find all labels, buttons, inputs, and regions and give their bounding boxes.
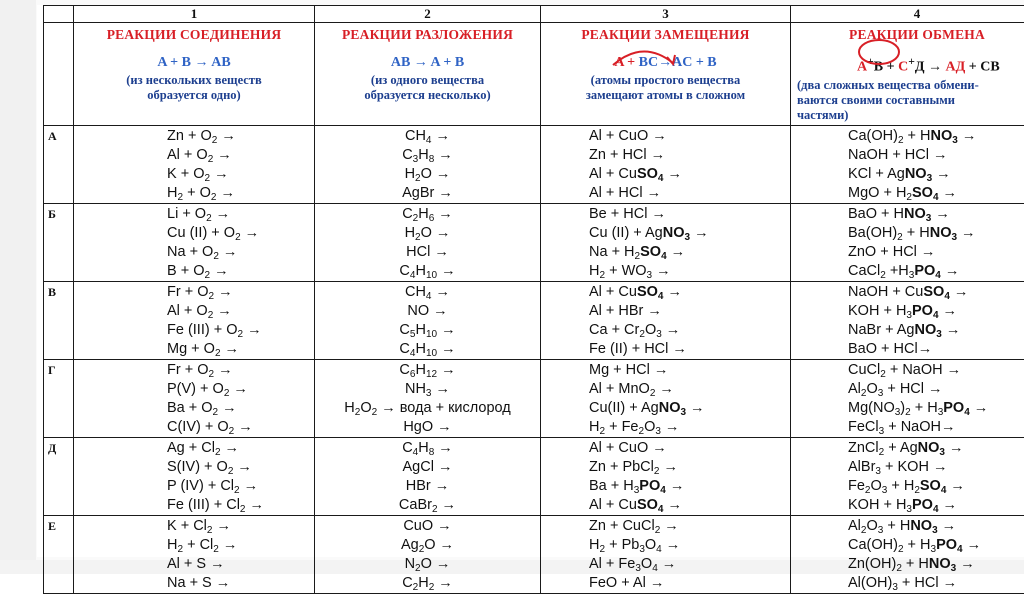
reaction-equation: $Al_2O_3$ + HCl → (848, 380, 1024, 399)
reaction-equation: Al + CuSO$_4$ → (589, 496, 790, 515)
header-substitution (541, 23, 791, 126)
reaction-equation: CaBr$_2$ → (315, 496, 540, 515)
reaction-equation: $N_2O$ → (315, 555, 540, 574)
reaction-equation: Al + HBr → (589, 302, 790, 321)
reaction-cell (74, 282, 315, 360)
reaction-cell (791, 438, 1024, 516)
header-decomposition (315, 23, 541, 126)
reaction-equation: CuO → (315, 517, 540, 536)
header-title: РЕАКЦИИ СОЕДИНЕНИЯ (74, 27, 314, 43)
reaction-equation: $C_4H_8$ → (315, 439, 540, 458)
reaction-cell (791, 204, 1024, 282)
reaction-equation: $B + O_2$ → (167, 262, 314, 281)
corner-cell (44, 6, 74, 23)
reaction-equation: $Ba(OH)_2 + HNO_3$ → (848, 224, 1024, 243)
reaction-equation: FeCl$_3$ + NaOH→ (848, 418, 1024, 437)
reaction-cell (541, 282, 791, 360)
reaction-equation: NaOH + CuSO$_4$ → (848, 283, 1024, 302)
reaction-equation: $Fr + O_2$ → (167, 361, 314, 380)
reaction-cell (74, 204, 315, 282)
reaction-cell (315, 126, 541, 204)
reaction-row (44, 438, 1024, 516)
reaction-cell (74, 360, 315, 438)
reaction-equation: $Ca + Cr_2O_3$ → (589, 321, 790, 340)
reaction-equation: $K + Cl_2$ → (167, 517, 314, 536)
reaction-equation: $Fr + O_2$ → (167, 283, 314, 302)
reaction-row (44, 282, 1024, 360)
reaction-equation: KOH + $H_3PO_4$ → (848, 302, 1024, 321)
reaction-equation: Fe $(III) + Cl_2$ → (167, 496, 314, 515)
reaction-equation: $Zn + O_2$ → (167, 127, 314, 146)
reaction-equation: Zn + PbCl$_2$ → (589, 458, 790, 477)
reaction-equation: $S(IV) + O_2$ → (167, 458, 314, 477)
reaction-equation: Cu $(II) + O_2$ → (167, 224, 314, 243)
reaction-row (44, 360, 1024, 438)
exchange-swap-ellipse (857, 37, 901, 67)
reaction-equation: HCl → (315, 243, 540, 262)
reaction-cell (791, 282, 1024, 360)
reaction-equation: $Ba + H_3PO_4$ → (589, 477, 790, 496)
reaction-equation: Al + HCl → (589, 184, 790, 203)
header-row (44, 23, 1024, 126)
reaction-equation: ZnCl$_2$ + AgNO$_3$ → (848, 439, 1024, 458)
reaction-equation: $C_4H_{10}$ → (315, 262, 540, 281)
reaction-equation: Cu(II) + AgNO$_3$ → (589, 399, 790, 418)
reaction-cell (315, 516, 541, 594)
row-letter: А (44, 126, 74, 204)
reaction-equation: Al + S → (167, 555, 314, 574)
reaction-equation: $C_5H_{10}$ → (315, 321, 540, 340)
reaction-cell (541, 438, 791, 516)
reaction-equation: Cu (II) + AgNO$_3$ → (589, 224, 790, 243)
reaction-equation: $Mg + O_2$ → (167, 340, 314, 359)
reaction-equation: Zn + CuCl$_2$ → (589, 517, 790, 536)
reaction-cell (74, 126, 315, 204)
reaction-equation: $P(V) + O_2$ → (167, 380, 314, 399)
reaction-equation: P $(IV) + Cl_2$ → (167, 477, 314, 496)
header-description: (атомы простого вещества замещают атомы в сложном (541, 73, 790, 103)
reaction-equation: BaO + $HNO_3$ → (848, 205, 1024, 224)
reaction-equation: $Zn(OH)_2 + HNO_3$ → (848, 555, 1024, 574)
reaction-equation: $C_6H_{12}$ → (315, 361, 540, 380)
reaction-equation: CuCl$_2$ + NaOH → (848, 361, 1024, 380)
column-number-row (44, 6, 1024, 23)
row-letter: Б (44, 204, 74, 282)
reaction-cell (74, 438, 315, 516)
reaction-equation: $C_2H_2$ → (315, 574, 540, 593)
reaction-equation: $C_3H_8$ → (315, 146, 540, 165)
header-description: (два сложных вещества обмени- ваются своими составными частями) (791, 78, 1024, 123)
reaction-equation: Al + CuO → (589, 439, 790, 458)
reaction-cell (315, 282, 541, 360)
reaction-equation: $Fe_2O_3 + H_2SO_4$ → (848, 477, 1024, 496)
reaction-equation: Al + MnO$_2$ → (589, 380, 790, 399)
column-number: 4 (791, 6, 1024, 23)
reactions-table (43, 5, 1024, 594)
column-number: 3 (541, 6, 791, 23)
reaction-equation: $C(IV) + O_2$ → (167, 418, 314, 437)
reaction-equation: $H_2 + Fe_2O_3$ → (589, 418, 790, 437)
reaction-equation: $Ag_2O$ → (315, 536, 540, 555)
reaction-equation: $Ca(OH)_2 + H_3PO_4$ → (848, 536, 1024, 555)
reaction-equation: HgO → (315, 418, 540, 437)
header-description: (из нескольких веществ образуется одно) (74, 73, 314, 103)
header-title: РЕАКЦИИ ОБМЕНА (791, 27, 1024, 43)
reaction-equation: ZnO + HCl → (848, 243, 1024, 262)
reaction-equation: AlBr$_3$ + KOH → (848, 458, 1024, 477)
reaction-row (44, 516, 1024, 594)
reaction-equation: $Na + O_2$ → (167, 243, 314, 262)
reaction-cell (541, 360, 791, 438)
reaction-cell (315, 204, 541, 282)
row-letter: Д (44, 438, 74, 516)
reaction-cell (315, 438, 541, 516)
reaction-equation: $H_2O$ → (315, 165, 540, 184)
row-letter: Г (44, 360, 74, 438)
reaction-equation: $K + O_2$ → (167, 165, 314, 184)
header-formula: A+B + C+Д → AД + CB (791, 55, 1024, 76)
header-corner-cell (44, 23, 74, 126)
reaction-equation: NaOH + HCl → (848, 146, 1024, 165)
header-formula: A + B → AB (74, 55, 314, 71)
reaction-equation: Zn + HCl → (589, 146, 790, 165)
header-combination (74, 23, 315, 126)
left-margin (0, 0, 36, 574)
reaction-equation: $H_2O_2$ → вода + кислород (315, 399, 540, 418)
reaction-equation: Fe $(III) + O_2$ → (167, 321, 314, 340)
reaction-equation: $Al_2O_3 + HNO_3$ → (848, 517, 1024, 536)
reaction-equation: CaCl$_2$ $+H_3PO_4$ → (848, 262, 1024, 281)
reaction-equation: $Al + O_2$ → (167, 146, 314, 165)
reaction-cell (541, 204, 791, 282)
reaction-equation: $Al(OH)_3$ + HCl → (848, 574, 1024, 593)
reaction-equation: Al + CuSO$_4$ → (589, 283, 790, 302)
reaction-equation: Be + HCl → (589, 205, 790, 224)
reaction-equation: $H_2 + WO_3$ → (589, 262, 790, 281)
reaction-equation: Mg + HCl → (589, 361, 790, 380)
header-exchange (791, 23, 1024, 126)
reaction-equation: $H_2 + Pb_3O_4$ → (589, 536, 790, 555)
reaction-equation: $CH_4$ → (315, 127, 540, 146)
reaction-equation: $Ag + Cl_2$ → (167, 439, 314, 458)
reaction-equation: $Ca(OH)_2 + HNO_3$ → (848, 127, 1024, 146)
header-formula: A + BC→AC + B (541, 55, 790, 71)
reaction-cell (791, 360, 1024, 438)
reaction-equation: $CH_4$ → (315, 283, 540, 302)
header-formula: AB → A + B (315, 55, 540, 71)
reaction-equation: BaO + HCl→ (848, 340, 1024, 359)
reaction-equation: FeO + Al → (589, 574, 790, 593)
row-letter: Е (44, 516, 74, 594)
reaction-equation: $Mg(NO_3)_2 + H_3PO_4$ → (848, 399, 1024, 418)
reaction-equation: NO → (315, 302, 540, 321)
reaction-row (44, 204, 1024, 282)
reaction-equation: MgO + $H_2SO_4$ → (848, 184, 1024, 203)
reaction-equation: $NH_3$ → (315, 380, 540, 399)
reaction-equation: $H_2 + Cl_2$ → (167, 536, 314, 555)
reaction-equation: $C_4H_{10}$ → (315, 340, 540, 359)
reaction-cell (541, 126, 791, 204)
reaction-row (44, 126, 1024, 204)
reaction-equation: Fe (II) + HCl → (589, 340, 790, 359)
reaction-equation: KOH + $H_3PO_4$ → (848, 496, 1024, 515)
reaction-equation: $Na + H_2SO_4$ → (589, 243, 790, 262)
column-number: 1 (74, 6, 315, 23)
substitution-arrow-arc (609, 45, 679, 67)
reaction-cell (315, 360, 541, 438)
row-letter: В (44, 282, 74, 360)
reaction-equation: NaBr + AgNO$_3$ → (848, 321, 1024, 340)
reaction-equation: AgBr → (315, 184, 540, 203)
reaction-equation: $C_2H_6$ → (315, 205, 540, 224)
header-title: РЕАКЦИИ ЗАМЕЩЕНИЯ (541, 27, 790, 43)
reaction-equation: KCl + AgNO$_3$ → (848, 165, 1024, 184)
reaction-equation: $Li + O_2$ → (167, 205, 314, 224)
reaction-equation: $H_2 + O_2$ → (167, 184, 314, 203)
column-number: 2 (315, 6, 541, 23)
reaction-equation: HBr → (315, 477, 540, 496)
reaction-equation: Al + CuSO$_4$ → (589, 165, 790, 184)
header-title: РЕАКЦИИ РАЗЛОЖЕНИЯ (315, 27, 540, 43)
reaction-cell (791, 516, 1024, 594)
header-description: (из одного вещества образуется несколько) (315, 73, 540, 103)
reaction-equation: $Ba + O_2$ → (167, 399, 314, 418)
reaction-equation: $Al + Fe_3O_4$ → (589, 555, 790, 574)
reaction-cell (541, 516, 791, 594)
reaction-cell (791, 126, 1024, 204)
reaction-rows (44, 126, 1024, 594)
reaction-equation: Na + S → (167, 574, 314, 593)
reaction-equation: $H_2O$ → (315, 224, 540, 243)
reaction-cell (74, 516, 315, 594)
reaction-equation: $Al + O_2$ → (167, 302, 314, 321)
reaction-equation: AgCl → (315, 458, 540, 477)
reaction-equation: Al + CuO → (589, 127, 790, 146)
